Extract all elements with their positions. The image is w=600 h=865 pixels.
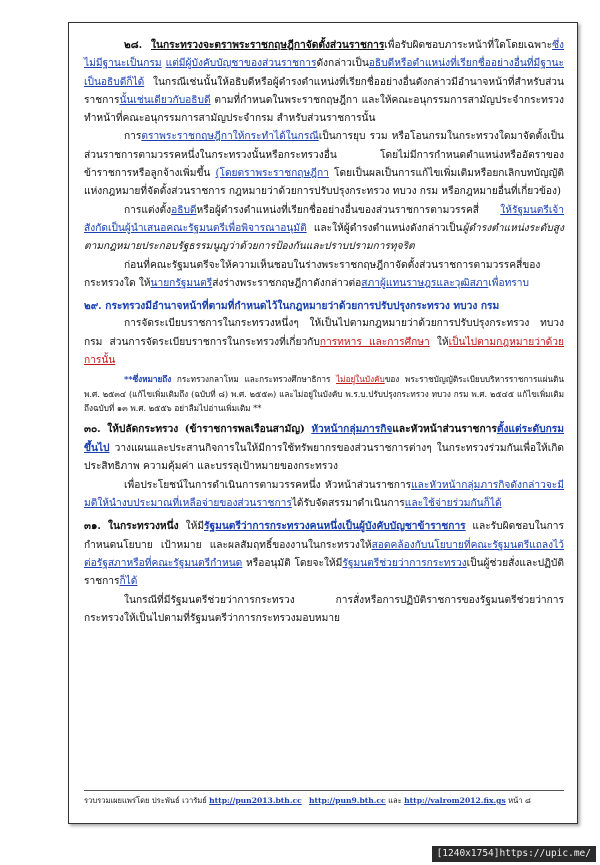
section-31-text: ให้มี <box>185 521 205 533</box>
section-28-link-commander: แต่มีผู้บังคับบัญชาของส่วนราชการ <box>165 58 317 70</box>
section-31-text: และรับผิดชอบในการกำหนดนโยบาย เป้าหมาย และผลสัมฤทธิ์ของงานในกระทรวงให้ <box>84 521 564 551</box>
section-30-link-budget: และหัวหน้ากลุ่มภารกิจดังกล่าวจะมีมติให้นำงบประมาณที่เหลือจ่ายของส่วนราชการ <box>84 479 564 510</box>
section-28-text: ส่งร่างพระราชกฤษฎีกาดังกล่าวต่อ <box>212 277 362 289</box>
section-28-number: ๒๘. <box>124 39 143 51</box>
section-28-text: ตามที่กำหนดในพระราชกฤษฎีกา และให้คณะอนุกรรมการสามัญประจำกระทรวงทำหน้าที่คณะอนุกรรมการสามัญประจำกรม สำหรับส่วนราชการนั้น <box>84 94 564 125</box>
section-28-text: การ <box>124 131 142 143</box>
section-28-text: และให้ผู้ดำรงตำแหน่งดังกล่าวเป็น <box>306 222 463 234</box>
section-28-text: เป็นการยุบ รวม หรือโอนกรมในกระทรวงใดมาจัดตั้งเป็นส่วนราชการตามวรรคหนึ่งในกระทรวงนั้นหรือกระทรวงอื่น โดยไม่มีการกำหนดตำแหน่งหรืออัตราของข้าราชการหรือลูกจ้างเพิ่มขึ้น <box>84 131 564 180</box>
section-28-link-minister-proposes: ให้รัฐมนตรีเจ้าสังกัดเป็นผู้นำเสนอคณะรัฐมนตรีเพื่อพิจารณาอนุมัติ <box>84 204 564 234</box>
section-30-title: ๓๐. ให้ปลัดกระทรวง (ข้าราชการพลเรือนสามัญ) <box>84 422 312 435</box>
section-28-link-parliament: สภาผู้แทนราษฎรและวุฒิสภา <box>361 277 489 289</box>
section-30-paragraph-1 <box>84 420 564 477</box>
section-28-link-prime-minister: นายกรัฐมนตรี <box>150 277 213 289</box>
section-29-link-military-education: การทหาร และการศึกษา <box>319 336 430 348</box>
section-28-link-same-as-dg: นั้นเช่นเดียวกับอธิบดี <box>119 94 211 106</box>
section-28-text: ก่อนที่คณะรัฐมนตรีจะให้ความเห็นชอบในร่างพระราชกฤษฎีกาจัดตั้งส่วนราชการตามวรรคสี่ของกระทรวงใด ให้ <box>84 259 541 289</box>
section-29-title: ๒๙. กระทรวงมีอำนาจหน้าที่ตามที่กำหนดไว้ในกฎหมายว่าด้วยการปรับปรุงกระทรวง ทบวง กรม <box>84 300 500 313</box>
section-30-text: ได้รับจัดสรรมาดำเนินการ <box>291 498 405 510</box>
section-28-link-dg: อธิบดี <box>171 204 197 216</box>
section-31-link-optional: ก็ได้ <box>119 576 138 588</box>
section-28-text: หรือผู้ดำรงตำแหน่งที่เรียกชื่ออย่างอื่นของส่วนราชการตามวรรคสี่ <box>196 204 501 216</box>
page-footer <box>84 795 564 807</box>
footnote-text: กระทรวงกลาโหม และกระทรวงศึกษาธิการ <box>171 374 337 385</box>
section-31-link-policy: สอดคล้องกับนโยบายที่คณะรัฐมนตรีแถลงไว้ต่อรัฐสภาหรือที่คณะรัฐมนตรีกำหนด <box>84 539 564 569</box>
footnote-text: ของ พระราชบัญญัติระเบียบบริหารราชการแผ่นดิน พ.ศ. ๒๕๓๔ (แก้ไขเพิ่มเติมถึง (ฉบับที่ ๘) พ.ศ. ๒๕๕๓) และไม่อยู่ในบังคับ พ.ร.บ.ปรับปรุงกระทรวง ทบวง กรม พ.ศ. ๒๕๔๕ แก้ไขเพิ่มเติมถึงฉบับที่ ๑๓ พ.ศ. ๒๕๕๖ อย่าลืมไปอ่านเพิ่มเติม ** <box>84 374 564 414</box>
section-28-text: โดยเป็นผลเป็นการแก้ไขเพิ่มเติมหรือยกเลิกบทบัญญัติแห่งกฎหมายที่จัดตั้งส่วนราชการ กฎหมายว่าด้วยการปรับปรุงกระทรวง ทบวง กรม หรือกฎหมายอื่นที่เกี่ยวข้อง) <box>84 168 564 198</box>
section-31-link-deputy-minister: รัฐมนตรีช่วยว่าการกระทรวง <box>342 557 467 569</box>
footer-link-valrom[interactable]: http://valrom2012.fix.gs <box>404 796 506 805</box>
section-30-text: และหัวหน้าส่วนราชการ <box>392 422 497 435</box>
section-31-paragraph-2: ในกรณีที่มีรัฐมนตรีช่วยว่าการกระทรวง การสั่งหรือการปฏิบัติราชการของรัฐมนตรีช่วยว่าการกระทรวงให้เป็นไปตามที่รัฐมนตรีว่าการกระทรวงมอบหมาย <box>84 594 564 624</box>
section-28-link-royal-decree: ตราพระราชกฤษฎีกาให้กระทำได้ในกรณี <box>141 131 319 143</box>
section-28-italic-note: ผู้ดำรงตำแหน่งระดับสูงตามกฎหมายประกอบรัฐธรรมนูญว่าด้วยการป้องกันและปราบปรามการทุจริต <box>84 222 564 253</box>
section-30-link-department-level: ตั้งแต่ระดับกรมขึ้นไป <box>84 422 564 455</box>
section-28-link-not-department: ซึ่งไม่มีฐานะเป็นกรม <box>84 40 564 70</box>
section-29-footnote <box>84 372 564 416</box>
footnote-not-subject: ไม่อยู่ในบังคับ <box>336 374 385 385</box>
footer-page-number: หน้า ๘ <box>505 796 531 805</box>
section-29-text: ให้ <box>429 336 449 348</box>
section-31-paragraph-1 <box>84 517 564 591</box>
section-28-text: เพื่อทราบ <box>488 277 529 289</box>
footnote-label: **ซึ่งหมายถึง <box>124 374 172 385</box>
section-31-title: ๓๑. ในกระทรวงหนึ่ง <box>84 520 186 533</box>
section-28-paragraph-2 <box>84 128 564 201</box>
section-28-title: ในกระทรวงจะตราพระราชกฤษฎีกาจัดตั้งส่วนราชการ <box>151 39 385 51</box>
section-30-text: วางแผนและประสานกิจการในให้มีการใช้ทรัพยากรของส่วนราชการต่างๆ ในกระทรวงร่วมกันเพื่อให้เกิดประสิทธิภาพ ความคุ้มค่า และบรรลุเป้าหมายของกระทรวง <box>84 443 564 473</box>
section-31-text: เป็นผู้ช่วยสั่งและปฏิบัติราชการ <box>84 557 564 588</box>
section-29-paragraph-1 <box>84 315 564 370</box>
section-30-link-share-spending: และใช้จ่ายร่วมกันก็ได้ <box>404 498 502 510</box>
section-28-paragraph-3 <box>84 202 564 257</box>
section-30-paragraph-2 <box>84 477 564 514</box>
section-30-link-mission-head: หัวหน้ากลุ่มภารกิจ <box>311 422 393 435</box>
section-29-text: การจัดระเบียบราชการในกระทรวงหนึ่งๆ ให้เป็นไปตามกฎหมายว่าด้วยการปรับปรุงกระทรวง ทบวง กรม ส่วนการจัดระเบียบราชการในกระทรวงที่เกี่ยวกับ <box>84 318 564 348</box>
section-31-link-minister: รัฐมนตรีว่าการกระทรวงคนหนึ่งเป็นผู้บังคับบัญชาข้าราชการ <box>204 520 466 533</box>
section-28-text: การแต่งตั้ง <box>124 204 172 216</box>
footer-link-pun9[interactable]: http://pun9.bth.cc <box>308 796 386 805</box>
section-29-link-per-law: เป็นไปตามกฎหมายว่าด้วยการนั้น <box>84 336 564 367</box>
footer-and: และ <box>385 796 405 805</box>
section-28-text: เพื่อรับผิดชอบภาระหน้าที่ใดโดยเฉพาะ <box>384 40 553 51</box>
section-28-paragraph-4 <box>84 257 564 294</box>
document-body <box>84 36 564 628</box>
section-28-paragraph-1 <box>84 36 564 128</box>
image-size-watermark: [1240x1754]https://upic.me/ <box>432 846 596 862</box>
section-31-text: หรืออนุมัติ โดยจะให้มี <box>242 557 343 569</box>
footer-divider <box>84 790 564 791</box>
section-28-link-director-general: อธิบดีหรือตำแหน่งที่เรียกชื่ออย่างอื่นที่มีฐานะเป็นอธิบดีก็ได้ <box>84 58 564 88</box>
section-30-text: เพื่อประโยชน์ในการดำเนินการตามวรรคหนึ่ง หัวหน้าส่วนราชการ <box>124 479 412 491</box>
section-28-link-decree-note: (โดยตราพระราชกฤษฎีกา <box>215 168 329 180</box>
footer-link-pun2013[interactable]: http://pun2013.bth.cc <box>209 796 302 805</box>
footer-author: รวบรวมเผยแพร่โดย ประพันธ์ เวารัมย์ <box>84 796 210 805</box>
section-28-text: ดังกล่าวเป็น <box>316 58 369 70</box>
section-28-text: ในกรณีเช่นนั้นให้อธิบดีหรือผู้ดำรงตำแหน่งที่เรียกชื่ออย่างอื่นดังกล่าวมีอำนาจหน้าที่สำหรับส่วนราชการ <box>84 76 564 106</box>
